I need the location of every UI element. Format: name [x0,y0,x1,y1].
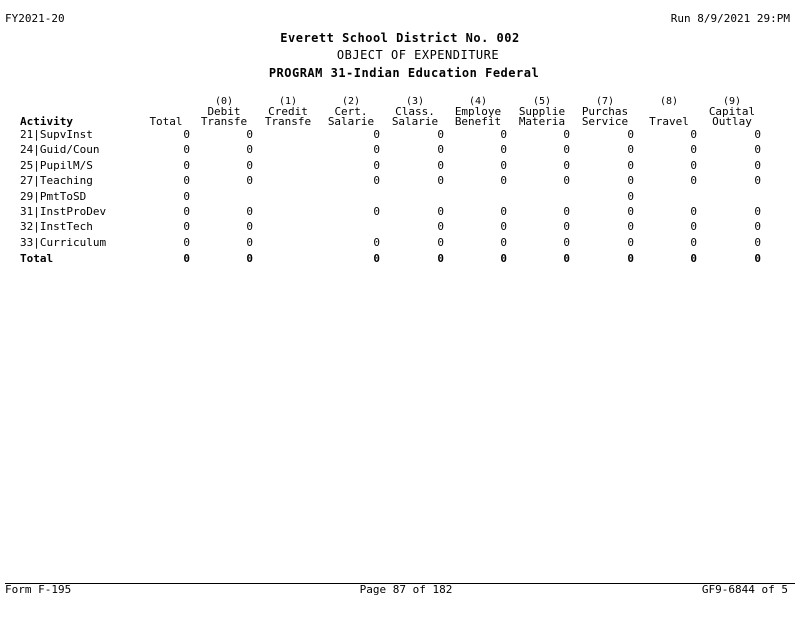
table-cell: 0 [563,128,570,141]
table-cell: 0 [373,205,380,218]
table-cell: 0 [437,174,444,187]
column-header-line1-8: Purchas [581,105,629,118]
row-label-1: 24|Guid/Coun [20,143,100,156]
table-cell: 0 [690,236,697,249]
table-cell: 0 [627,190,634,203]
table-cell: 0 [183,143,190,156]
table-cell: 0 [627,128,634,141]
table-cell: 0 [627,174,634,187]
column-header-line1-3: Credit [268,105,308,118]
table-cell: 0 [437,205,444,218]
table-cell: 0 [373,143,380,156]
table-cell: 0 [754,236,761,249]
column-header-line2-4: Salarie [327,115,375,128]
table-cell: 0 [373,174,380,187]
column-header-line2-7: Materia [518,115,566,128]
column-header-line1-5: Class. [395,105,435,118]
table-cell: 0 [183,236,190,249]
table-cell: 0 [183,174,190,187]
table-cell: 0 [246,128,253,141]
table-cell: 0 [627,205,634,218]
fiscal-year: FY2021-20 [5,12,65,25]
column-header-activity: Activity [20,115,73,128]
table-cell: 0 [754,174,761,187]
program-title: PROGRAM 31-Indian Education Federal [268,66,540,80]
table-cell: 0 [437,128,444,141]
table-cell: 0 [563,174,570,187]
table-cell: 0 [690,174,697,187]
table-cell: 0 [437,143,444,156]
table-cell: 0 [690,143,697,156]
column-header-line1-2: Debit [207,105,241,118]
column-header-line2-3: Transfe [264,115,312,128]
table-cell: 0 [500,205,507,218]
table-cell: 0 [754,252,761,265]
table-cell: 0 [437,236,444,249]
column-header-line1-4: Cert. [334,105,368,118]
table-cell: 0 [627,252,634,265]
column-header-line2-5: Salarie [391,115,439,128]
column-number-3: (1) [278,96,298,107]
row-label-2: 25|PupilM/S [20,159,93,172]
column-header-line2-10: Outlay [712,115,752,128]
column-header-line2-9: Travel [649,115,689,128]
table-cell: 0 [500,143,507,156]
report-title: OBJECT OF EXPENDITURE [336,48,500,62]
table-cell: 0 [627,220,634,233]
table-cell: 0 [690,252,697,265]
column-number-6: (4) [468,96,488,107]
table-cell: 0 [627,143,634,156]
table-cell: 0 [246,205,253,218]
column-number-8: (7) [595,96,615,107]
table-cell: 0 [690,205,697,218]
table-cell: 0 [373,159,380,172]
column-number-5: (3) [405,96,425,107]
column-number-7: (5) [532,96,552,107]
district-name: Everett School District No. 002 [280,31,520,45]
table-cell: 0 [563,252,570,265]
table-cell: 0 [754,205,761,218]
table-cell: 0 [563,205,570,218]
row-label-4: 29|PmtToSD [20,190,87,203]
table-cell: 0 [246,174,253,187]
table-cell: 0 [563,143,570,156]
table-cell: 0 [627,236,634,249]
table-cell: 0 [500,174,507,187]
table-cell: 0 [183,252,190,265]
column-number-4: (2) [341,96,361,107]
table-cell: 0 [754,143,761,156]
page-number: Page 87 of 182 [359,583,453,596]
table-cell: 0 [500,236,507,249]
table-cell: 0 [437,220,444,233]
table-cell: 0 [373,252,380,265]
table-cell: 0 [627,159,634,172]
table-cell: 0 [563,236,570,249]
table-cell: 0 [754,128,761,141]
row-label-5: 31|InstProDev [20,205,107,218]
column-header-line2-8: Service [581,115,629,128]
table-cell: 0 [437,159,444,172]
table-cell: 0 [500,252,507,265]
table-cell: 0 [183,220,190,233]
table-cell: 0 [183,205,190,218]
column-number-9: (8) [659,96,679,107]
row-label-0: 21|SupvInst [20,128,93,141]
column-number-10: (9) [722,96,742,107]
column-header-line2-2: Transfe [200,115,248,128]
column-header-line1-7: Supplie [518,105,566,118]
total-row-label: Total [20,252,54,265]
table-cell: 0 [754,159,761,172]
run-info: Run 8/9/2021 29:PM [670,12,790,25]
column-header-line2-1: Total [149,115,183,128]
table-cell: 0 [246,252,253,265]
table-cell: 0 [500,220,507,233]
table-cell: 0 [246,220,253,233]
column-header-line1-10: Capital [708,105,756,118]
table-cell: 0 [183,159,190,172]
table-cell: 0 [690,220,697,233]
column-header-line2-6: Benefit [454,115,502,128]
form-number: Form F-195 [5,583,72,596]
row-label-7: 33|Curriculum [20,236,107,249]
table-cell: 0 [246,159,253,172]
table-cell: 0 [690,159,697,172]
column-number-2: (0) [214,96,234,107]
table-cell: 0 [754,220,761,233]
table-cell: 0 [246,143,253,156]
table-cell: 0 [373,236,380,249]
row-label-3: 27|Teaching [20,174,93,187]
table-cell: 0 [373,128,380,141]
table-cell: 0 [183,190,190,203]
report-code: GF9-6844 of 5 [701,583,788,596]
table-cell: 0 [563,159,570,172]
table-cell: 0 [500,128,507,141]
table-cell: 0 [437,252,444,265]
table-cell: 0 [500,159,507,172]
table-cell: 0 [246,236,253,249]
table-cell: 0 [690,128,697,141]
table-cell: 0 [563,220,570,233]
column-header-line1-6: Employe [454,105,502,118]
row-label-6: 32|InstTech [20,220,93,233]
table-cell: 0 [183,128,190,141]
